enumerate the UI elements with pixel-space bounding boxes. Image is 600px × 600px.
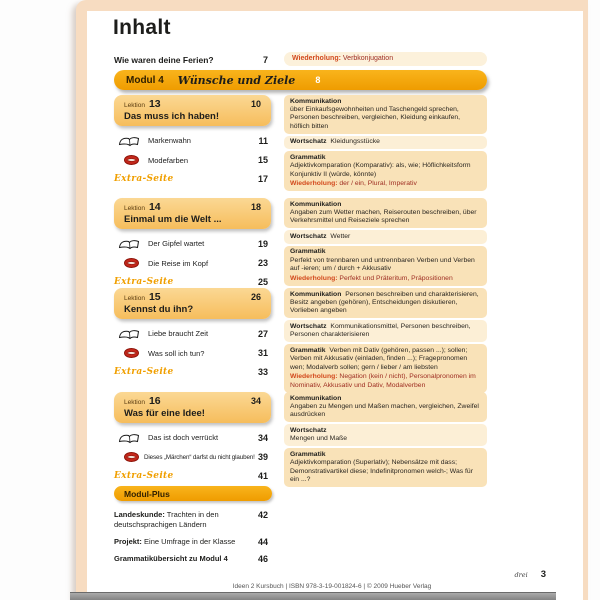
book-icon — [118, 327, 148, 340]
kommunikation-text: Personen beschreiben und charakterisieren, Besitz angeben (gehören), Entscheidungen diskutieren, Vorlieben angeben — [290, 290, 479, 315]
kommunikation-box — [284, 392, 487, 422]
row-page-number: 46 — [257, 553, 268, 564]
item-page-number: 25 — [257, 277, 268, 287]
item-label: Die Reise im Kopf — [148, 258, 209, 268]
lektion-right-column — [284, 198, 487, 288]
wiederholung-line — [290, 275, 481, 283]
lektion-title: Kennst du ihn? — [124, 304, 194, 315]
item-label: Modefarben — [148, 155, 189, 165]
mouth-icon — [118, 452, 144, 462]
lektion-right-column — [284, 95, 487, 193]
item-label: Der Gipfel wartet — [148, 239, 205, 248]
row-label: Projekt: — [114, 536, 142, 546]
wortschatz-text: Mengen und Maße — [290, 435, 348, 443]
item-label: Das ist doch verrückt — [148, 433, 219, 442]
lektion-title: Das muss ich haben! — [124, 111, 220, 122]
wortschatz-text: Wetter — [330, 232, 351, 240]
lektion-page-number: 10 — [250, 99, 261, 109]
modul-label: Modul 4 — [126, 74, 164, 86]
grammatik-text: Adjektivkomparation (Superlativ); Nebensätze mit dass; Demonstrativartikel diese; Indefinitpronomen welch-; Was für ein ...? — [290, 459, 473, 484]
kommunikation-text: Angaben zu Mengen und Maßen machen, vergleichen, Zweifel ausdrücken — [290, 402, 479, 419]
row-page-number: 42 — [257, 510, 268, 520]
modul-plus-label: Modul-Plus — [124, 488, 170, 499]
lektion-left-column — [114, 198, 271, 288]
lektion-15-section — [114, 288, 487, 395]
list-item — [114, 237, 271, 250]
kommunikation-label: Kommunikation — [290, 97, 342, 105]
book-icon — [118, 237, 148, 250]
grammatik-box — [284, 151, 487, 191]
grammatik-box — [284, 246, 487, 286]
grammatik-text: Adjektivkomparation (Komparativ): als, wie; Höflichkeitsform Konjunktiv II (würde, könnte) — [290, 162, 471, 178]
modul-plus-section — [114, 486, 271, 571]
row-label: Landeskunde: — [114, 510, 165, 519]
lektion-16-section — [114, 392, 487, 489]
modul-4-bar — [114, 70, 487, 90]
item-page-number: 41 — [257, 471, 268, 481]
book-icon — [118, 134, 148, 147]
lektion-number: 16 — [148, 395, 161, 407]
wiederholung-label: Wiederholung: — [290, 373, 338, 381]
page-scan — [76, 0, 588, 600]
wiederholung-label: Wiederholung: — [292, 55, 341, 62]
wiederholung-line — [290, 180, 481, 188]
wortschatz-text: Kommunikationsmittel, Personen beschreiben, Personen charakterisieren — [290, 322, 471, 339]
wiederholung-text: der / ein, Plural, Imperativ — [339, 180, 417, 188]
item-page-number: 39 — [257, 452, 268, 462]
kommunikation-label: Kommunikation — [290, 200, 342, 208]
lektion-header — [114, 95, 271, 126]
extra-seite-label: Extra-Seite — [114, 174, 174, 184]
list-item — [114, 452, 271, 462]
row-text: Eine Umfrage in der Klasse — [144, 536, 236, 546]
item-page-number: 17 — [257, 174, 268, 184]
item-label: Was soll ich tun? — [148, 348, 205, 358]
wortschatz-label: Wortschatz — [290, 138, 327, 146]
lektion-header — [114, 288, 271, 319]
item-page-number: 19 — [257, 238, 268, 249]
lektion-left-column — [114, 95, 271, 193]
item-label: Markenwahn — [148, 136, 191, 145]
wiederholung-label: Wiederholung: — [290, 180, 338, 188]
modul-plus-row — [114, 510, 271, 530]
lektion-right-column — [284, 288, 487, 395]
lektion-number: 14 — [148, 201, 161, 213]
list-item — [114, 348, 271, 358]
item-page-number: 27 — [257, 328, 268, 339]
lektion-left-column — [114, 392, 271, 489]
list-item — [114, 431, 271, 444]
page-number-word: drei — [514, 571, 528, 579]
list-item — [114, 258, 271, 268]
lektion-page-number: 18 — [250, 202, 261, 212]
imprint-line: Ideen 2 Kursbuch | ISBN 978-3-19-001824-6 | © 2009 Hueber Verlag — [232, 583, 432, 590]
extra-seite-label: Extra-Seite — [114, 471, 174, 481]
scanner-edge-bar — [70, 592, 556, 600]
list-item — [114, 327, 271, 340]
grammatik-label: Grammatik — [290, 450, 326, 458]
wortschatz-label: Wortschatz — [290, 322, 327, 330]
intro-wiederholung-box — [284, 52, 487, 66]
modul-title: Wünsche und Ziele — [177, 73, 296, 87]
lektion-word: Lektion — [124, 102, 145, 109]
wiederholung-text: Perfekt und Präteritum, Präpositionen — [339, 274, 453, 282]
intro-label: Wie waren deine Ferien? — [114, 55, 214, 65]
wortschatz-text: Kleidungsstücke — [330, 138, 380, 146]
lektion-header — [114, 392, 271, 423]
modul-plus-row — [114, 537, 271, 547]
item-page-number: 23 — [257, 258, 268, 268]
wiederholung-text: Verbkonjugation — [342, 55, 394, 62]
lektion-page-number: 26 — [250, 292, 261, 302]
grammatik-box — [284, 344, 487, 392]
page-number: 3 — [540, 569, 546, 580]
mouth-icon — [118, 348, 148, 358]
intro-row — [114, 55, 271, 65]
row-text: Trachten in den deutschsprachigen Ländern — [114, 510, 219, 529]
kommunikation-box — [284, 288, 487, 318]
item-page-number: 31 — [257, 348, 268, 358]
kommunikation-label: Kommunikation — [290, 290, 342, 298]
mouth-icon — [118, 155, 148, 165]
grammatik-label: Grammatik — [290, 153, 326, 161]
wortschatz-box — [284, 230, 487, 243]
row-label: Grammatikübersicht zu Modul 4 — [114, 553, 228, 563]
book-icon — [118, 431, 148, 444]
item-page-number: 15 — [257, 155, 268, 165]
row-page-number: 44 — [257, 536, 268, 547]
grammatik-text: Perfekt von trennbaren und untrennbaren Verben und Verben auf -ieren; um / durch + Akkusativ — [290, 256, 475, 273]
modul-plus-row — [114, 554, 271, 564]
kommunikation-box — [284, 95, 487, 134]
item-page-number: 34 — [257, 432, 268, 443]
lektion-right-column — [284, 392, 487, 489]
wiederholung-text: Negation (kein / nicht), Personalpronomen im Nominativ, Akkusativ und Dativ, Modalverben — [290, 373, 476, 389]
grammatik-box — [284, 448, 487, 487]
item-page-number: 33 — [257, 367, 268, 377]
grammatik-label: Grammatik — [290, 346, 326, 354]
kommunikation-text: über Einkaufsgewohnheiten und Taschengeld sprechen, Personen beschreiben, vergleichen, Kleidung einkaufen, höflich bitten — [290, 105, 461, 130]
item-label: Dieses „Märchen“ darfst du nicht glauben! — [144, 453, 255, 461]
kommunikation-box — [284, 198, 487, 228]
extra-seite-label: Extra-Seite — [114, 277, 174, 287]
wiederholung-label: Wiederholung: — [290, 274, 338, 282]
extra-seite-label: Extra-Seite — [114, 367, 174, 377]
wortschatz-label: Wortschatz — [290, 426, 327, 434]
page-title: Inhalt — [113, 16, 171, 39]
list-item — [114, 155, 271, 165]
lektion-word: Lektion — [124, 205, 145, 212]
lektion-title: Einmal um die Welt ... — [124, 214, 222, 225]
lektion-14-section — [114, 198, 487, 288]
lektion-header — [114, 198, 271, 229]
lektion-13-section — [114, 95, 487, 193]
grammatik-text: Verben mit Dativ (gehören, passen ...); sollen; Verben mit Akkusativ (einladen, finden ...); Fragepronomen wen; Modalverb sollen; gern / lieber / am liebsten — [290, 346, 468, 371]
kommunikation-text: Angaben zum Wetter machen, Reiserouten beschreiben, über Verkehrsmittel und Reiseziele sprechen — [290, 208, 477, 225]
lektion-number: 15 — [148, 291, 161, 303]
kommunikation-label: Kommunikation — [290, 394, 342, 402]
lektion-word: Lektion — [124, 295, 145, 302]
mouth-icon — [118, 258, 148, 268]
item-label: Liebe braucht Zeit — [148, 329, 209, 338]
wortschatz-box — [284, 320, 487, 342]
lektion-number: 13 — [148, 98, 161, 110]
wortschatz-box — [284, 136, 487, 149]
extra-seite-row — [114, 277, 271, 287]
wiederholung-line — [290, 373, 481, 390]
intro-page-number: 7 — [262, 55, 268, 65]
extra-seite-row — [114, 471, 271, 481]
modul-plus-pill — [114, 486, 272, 501]
grammatik-label: Grammatik — [290, 248, 326, 256]
list-item — [114, 134, 271, 147]
extra-seite-row — [114, 367, 271, 377]
modul-page-number: 8 — [315, 75, 321, 85]
extra-seite-row — [114, 174, 271, 184]
item-page-number: 11 — [258, 135, 268, 146]
lektion-page-number: 34 — [250, 396, 261, 406]
lektion-word: Lektion — [124, 399, 145, 406]
lektion-title: Was für eine Idee! — [124, 408, 205, 419]
folio — [515, 569, 547, 580]
wortschatz-box — [284, 424, 487, 446]
wortschatz-label: Wortschatz — [290, 232, 327, 240]
lektion-left-column — [114, 288, 271, 395]
